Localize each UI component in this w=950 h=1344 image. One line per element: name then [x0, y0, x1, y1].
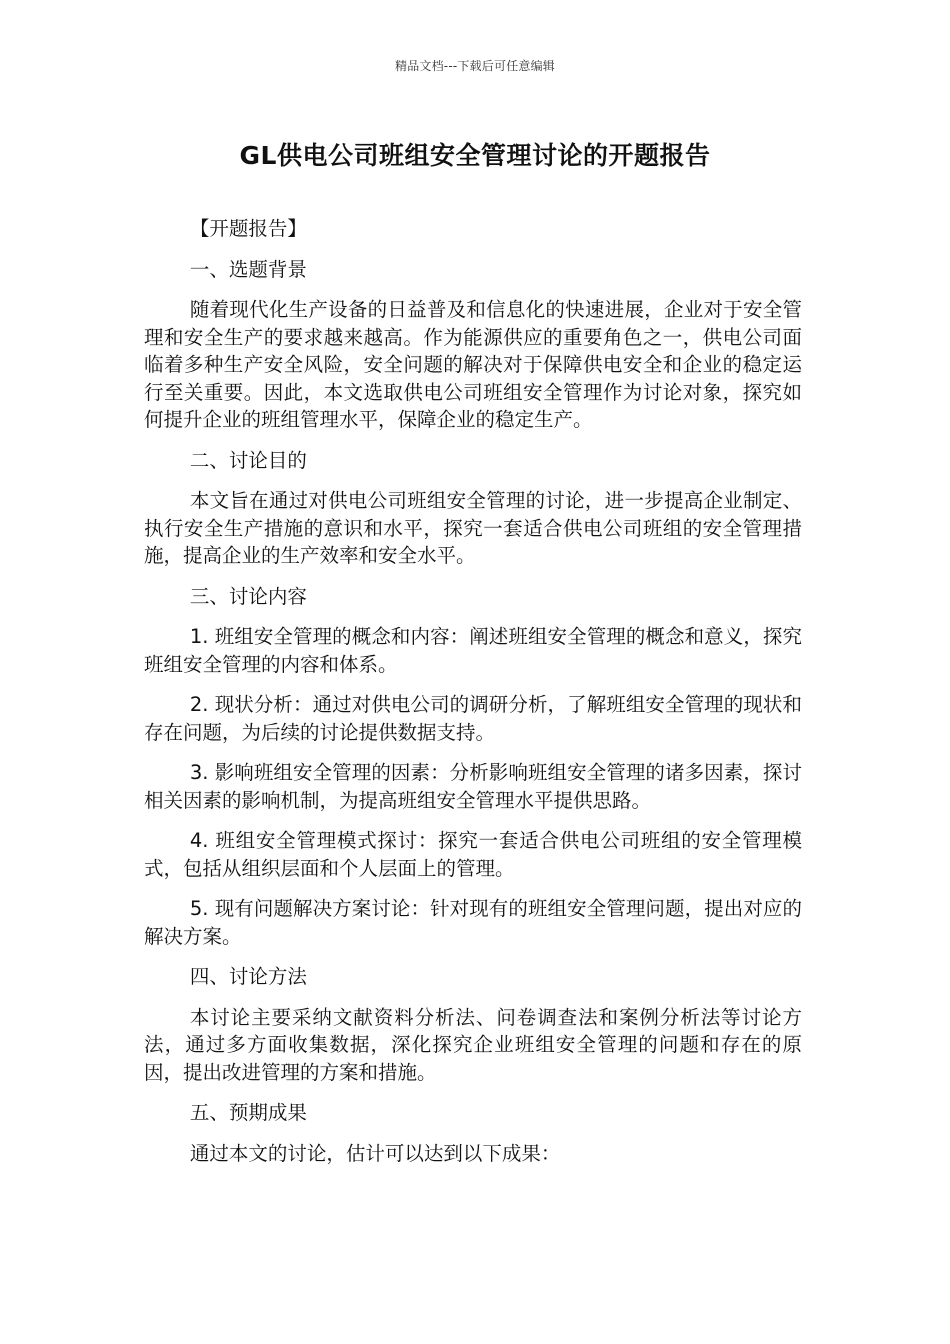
section-heading-background: 一、选题背景	[189, 257, 307, 281]
section-heading-purpose: 二、讨论目的	[189, 448, 307, 472]
paragraph-background: 随着现代化生产设备的日益普及和信息化的快速进展，企业对于安全管理和安全生产的要求越来越高。作为能源供应的重要角色之一，供电公司面临着多种生产安全风险，安全问题的解决对于保障供电安全和企业的稳定运行至关重要。因此，本文选取供电公司班组安全管理作为讨论对象，探究如何提升企业的班组管理水平，保障企业的稳定生产。	[144, 298, 802, 431]
header-watermark: 精品文档---下载后可任意编辑	[395, 59, 555, 73]
paragraph-method: 本讨论主要采纳文献资料分析法、问卷调查法和案例分析法等讨论方法，通过多方面收集数据，深化探究企业班组安全管理的问题和存在的原因，提出改进管理的方案和措施。	[144, 1005, 802, 1084]
section-heading-content: 三、讨论内容	[189, 584, 307, 608]
report-label: 【开题报告】	[189, 217, 307, 240]
section-heading-method: 四、讨论方法	[189, 965, 307, 988]
paragraph-purpose: 本文旨在通过对供电公司班组安全管理的讨论，进一步提高企业制定、执行安全生产措施的意识和水平，探究一套适合供电公司班组的安全管理措施，提高企业的生产效率和安全水平。	[144, 489, 802, 567]
paragraph-results: 通过本文的讨论，估计可以达到以下成果：	[189, 1141, 561, 1165]
list-item-content-2: 2. 现状分析：通过对供电公司的调研分析，了解班组安全管理的现状和存在问题，为后续的讨论提供数据支持。	[144, 693, 802, 744]
list-item-content-4: 4. 班组安全管理模式探讨：探究一套适合供电公司班组的安全管理模式，包括从组织层面和个人层面上的管理。	[144, 829, 802, 880]
list-item-content-5: 5. 现有问题解决方案讨论：针对现有的班组安全管理问题，提出对应的解决方案。	[144, 897, 802, 948]
document-body	[144, 215, 802, 1180]
list-item-content-3: 3. 影响班组安全管理的因素：分析影响班组安全管理的诸多因素，探讨相关因素的影响机制，为提高班组安全管理水平提供思路。	[144, 761, 802, 812]
list-item-content-1: 1. 班组安全管理的概念和内容：阐述班组安全管理的概念和意义，探究班组安全管理的内容和体系。	[144, 625, 802, 676]
document-title: GL供电公司班组安全管理讨论的开题报告	[239, 141, 711, 170]
section-heading-results: 五、预期成果	[189, 1101, 307, 1124]
